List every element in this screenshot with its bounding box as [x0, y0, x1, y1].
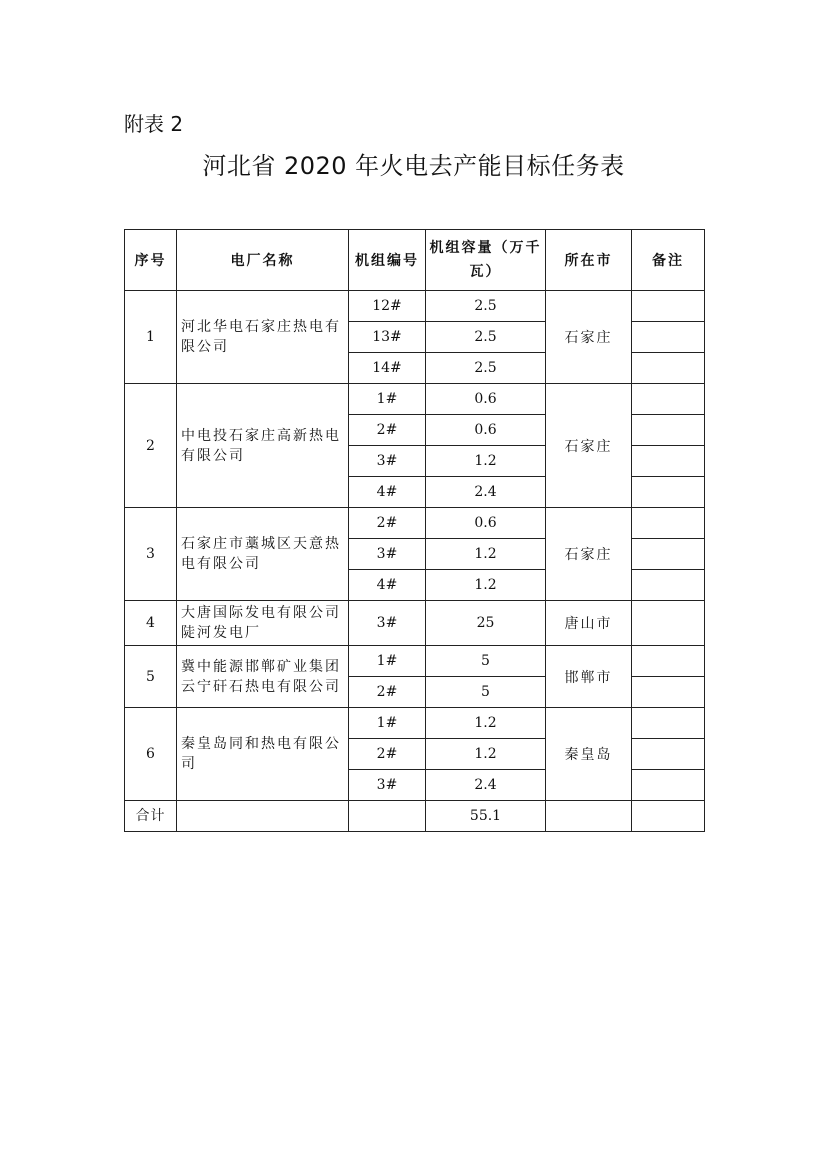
unit-capacity: 2.5 — [426, 291, 546, 322]
total-plant-cell — [177, 801, 349, 832]
plant-name: 冀中能源邯郸矿业集团云宁矸石热电有限公司 — [177, 646, 349, 708]
unit-number: 2# — [349, 508, 426, 539]
plant-name: 大唐国际发电有限公司陡河发电厂 — [177, 601, 349, 646]
total-note-cell — [632, 801, 705, 832]
unit-capacity: 2.5 — [426, 322, 546, 353]
city-name: 石家庄 — [546, 384, 632, 508]
total-city-cell — [546, 801, 632, 832]
header-unit: 机组编号 — [349, 230, 426, 291]
capacity-table — [124, 229, 705, 832]
unit-capacity: 2.4 — [426, 477, 546, 508]
unit-number: 4# — [349, 570, 426, 601]
unit-capacity: 5 — [426, 646, 546, 677]
plant-name: 中电投石家庄高新热电有限公司 — [177, 384, 349, 508]
row-seq: 4 — [125, 601, 177, 646]
header-capacity: 机组容量（万千瓦） — [426, 230, 546, 291]
unit-number: 2# — [349, 415, 426, 446]
unit-number: 4# — [349, 477, 426, 508]
city-name: 石家庄 — [546, 291, 632, 384]
page-title: 河北省 2020 年火电去产能目标任务表 — [202, 152, 625, 180]
table-row — [125, 508, 705, 539]
note-cell — [632, 384, 705, 415]
table-header-row — [125, 230, 705, 291]
note-cell — [632, 415, 705, 446]
total-unit-cell — [349, 801, 426, 832]
unit-capacity: 0.6 — [426, 415, 546, 446]
unit-number: 12# — [349, 291, 426, 322]
note-cell — [632, 508, 705, 539]
note-cell — [632, 322, 705, 353]
plant-name: 石家庄市藁城区天意热电有限公司 — [177, 508, 349, 601]
plant-name: 秦皇岛同和热电有限公司 — [177, 708, 349, 801]
city-name: 石家庄 — [546, 508, 632, 601]
unit-number: 1# — [349, 646, 426, 677]
table-row — [125, 384, 705, 415]
plant-name: 河北华电石家庄热电有限公司 — [177, 291, 349, 384]
note-cell — [632, 646, 705, 677]
row-seq: 1 — [125, 291, 177, 384]
unit-number: 1# — [349, 708, 426, 739]
table-row — [125, 291, 705, 322]
note-cell — [632, 770, 705, 801]
table-body — [125, 291, 705, 801]
row-seq: 6 — [125, 708, 177, 801]
unit-number: 3# — [349, 539, 426, 570]
row-seq: 3 — [125, 508, 177, 601]
unit-capacity: 1.2 — [426, 446, 546, 477]
unit-capacity: 2.4 — [426, 770, 546, 801]
unit-number: 3# — [349, 770, 426, 801]
header-plant: 电厂名称 — [177, 230, 349, 291]
unit-number: 3# — [349, 601, 426, 646]
table-row — [125, 708, 705, 739]
note-cell — [632, 708, 705, 739]
city-name: 邯郸市 — [546, 646, 632, 708]
header-note: 备注 — [632, 230, 705, 291]
note-cell — [632, 539, 705, 570]
note-cell — [632, 677, 705, 708]
total-capacity: 55.1 — [426, 801, 546, 832]
unit-number: 1# — [349, 384, 426, 415]
unit-number: 2# — [349, 739, 426, 770]
note-cell — [632, 570, 705, 601]
row-seq: 2 — [125, 384, 177, 508]
unit-number: 2# — [349, 677, 426, 708]
total-row — [125, 801, 705, 832]
unit-capacity: 0.6 — [426, 508, 546, 539]
unit-capacity: 1.2 — [426, 708, 546, 739]
appendix-label: 附表 2 — [124, 112, 184, 136]
city-name: 秦皇岛 — [546, 708, 632, 801]
note-cell — [632, 291, 705, 322]
note-cell — [632, 477, 705, 508]
unit-capacity: 2.5 — [426, 353, 546, 384]
total-label: 合计 — [125, 801, 177, 832]
unit-capacity: 0.6 — [426, 384, 546, 415]
unit-capacity: 1.2 — [426, 570, 546, 601]
unit-number: 13# — [349, 322, 426, 353]
unit-number: 3# — [349, 446, 426, 477]
unit-capacity: 1.2 — [426, 739, 546, 770]
note-cell — [632, 446, 705, 477]
unit-capacity: 25 — [426, 601, 546, 646]
table-row — [125, 601, 705, 646]
header-city: 所在市 — [546, 230, 632, 291]
note-cell — [632, 601, 705, 646]
note-cell — [632, 739, 705, 770]
header-seq: 序号 — [125, 230, 177, 291]
table-row — [125, 646, 705, 677]
note-cell — [632, 353, 705, 384]
city-name: 唐山市 — [546, 601, 632, 646]
row-seq: 5 — [125, 646, 177, 708]
unit-capacity: 1.2 — [426, 539, 546, 570]
unit-number: 14# — [349, 353, 426, 384]
unit-capacity: 5 — [426, 677, 546, 708]
